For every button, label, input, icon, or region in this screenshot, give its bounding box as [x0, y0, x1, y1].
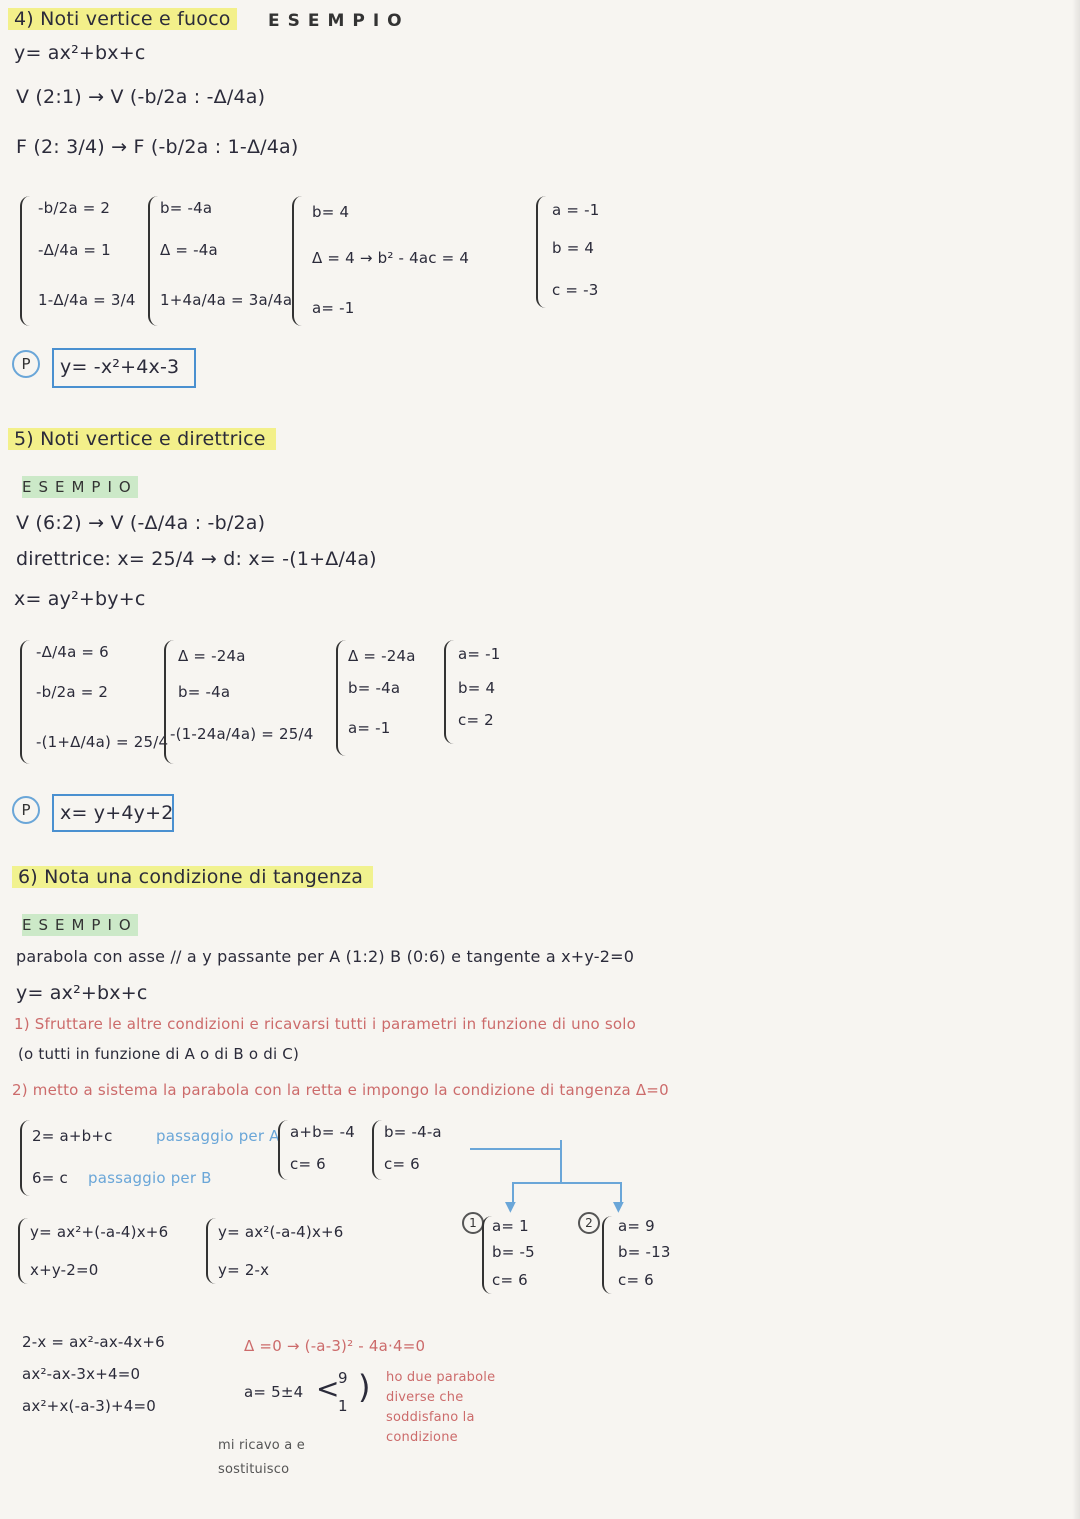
s4-sys2-row1: b= -4a	[160, 199, 213, 217]
s4-brace-4	[536, 196, 548, 308]
s5-sys4-row2: b= 4	[458, 679, 496, 697]
s4-sys1-row1: -b/2a = 2	[38, 199, 111, 217]
arrow-down-icon: ▼	[613, 1199, 624, 1215]
s4-equation: y= ax²+bx+c	[14, 42, 146, 64]
s6-sysD-row1: y= ax²+(-a-4)x+6	[30, 1223, 169, 1241]
s4-sys1-row3: 1-Δ/4a = 3/4	[38, 291, 136, 309]
case-1-marker: 1	[462, 1212, 484, 1234]
split-bracket-icon: <	[316, 1372, 340, 1405]
s6-delta-condition: Δ =0 → (-a-3)² - 4a·4=0	[244, 1337, 426, 1355]
s5-sys1-row2: -b/2a = 2	[36, 683, 109, 701]
s5-brace-2	[164, 640, 176, 764]
s6-case2-a: a= 9	[618, 1217, 655, 1235]
s6-brace-D	[18, 1218, 30, 1284]
connector-line-horizontal	[470, 1148, 562, 1150]
s6-a-value-1: 9	[338, 1369, 348, 1387]
s4-parabola-marker: P	[12, 350, 40, 378]
s4-sys4-row1: a = -1	[552, 201, 600, 219]
s6-sysB-row2: c= 6	[290, 1155, 326, 1173]
s6-brace-A	[20, 1120, 32, 1196]
arrow-down-icon: ▼	[505, 1199, 516, 1215]
section-6-title: 6) Nota una condizione di tangenza	[12, 866, 373, 888]
s5-sys3-row2: b= -4a	[348, 679, 401, 697]
s4-result: y= -x²+4x-3	[60, 356, 180, 378]
section-5-example-label: ESEMPIO	[22, 478, 138, 496]
closing-brace-icon: )	[358, 1368, 371, 1406]
s6-note-bottom-1: mi ricavo a e	[218, 1438, 305, 1453]
s6-statement: parabola con asse // a y passante per A (1:2) B (0:6) e tangente a x+y-2=0	[16, 947, 635, 966]
s6-sysD-row2: x+y-2=0	[30, 1261, 99, 1279]
s6-a-value-2: 1	[338, 1397, 348, 1415]
s6-sysC-row2: c= 6	[384, 1155, 420, 1173]
section-6-example-label: ESEMPIO	[22, 916, 138, 934]
s5-brace-1	[20, 640, 32, 764]
section-4-title: 4) Noti vertice e fuoco	[8, 8, 237, 30]
s6-sysE-row1: y= ax²(-a-4)x+6	[218, 1223, 344, 1241]
s5-directrix: direttrice: x= 25/4 → d: x= -(1+Δ/4a)	[16, 548, 377, 570]
page-edge-shadow	[1072, 0, 1080, 1519]
connector-line-split	[512, 1182, 622, 1184]
s5-sys1-row1: -Δ/4a = 6	[36, 643, 109, 661]
s4-sys4-row3: c = -3	[552, 281, 599, 299]
s6-step1b: (o tutti in funzione di A o di B o di C)	[18, 1045, 300, 1063]
s4-sys4-row2: b = 4	[552, 239, 595, 257]
s6-note-right-1: ho due parabole	[386, 1370, 496, 1385]
s6-case2-b: b= -13	[618, 1243, 671, 1261]
s6-step1: 1) Sfruttare le altre condizioni e ricavarsi tutti i parametri in funzione di uno solo	[14, 1015, 637, 1033]
s6-step2: 2) metto a sistema la parabola con la retta e impongo la condizione di tangenza Δ=0	[12, 1081, 669, 1099]
s4-brace-3	[292, 196, 304, 326]
s6-calc-row1: 2-x = ax²-ax-4x+6	[22, 1333, 165, 1351]
s4-sys2-row2: Δ = -4a	[160, 241, 218, 259]
s5-sys3-row3: a= -1	[348, 719, 391, 737]
s6-calc-row2: ax²-ax-3x+4=0	[22, 1365, 141, 1383]
s6-sysE-row2: y= 2-x	[218, 1261, 270, 1279]
s5-sys4-row3: c= 2	[458, 711, 494, 729]
s6-calc-row3: ax²+x(-a-3)+4=0	[22, 1397, 157, 1415]
case-2-marker: 2	[578, 1212, 600, 1234]
s5-equation: x= ay²+by+c	[14, 588, 146, 610]
s6-sysB-row1: a+b= -4	[290, 1123, 355, 1141]
s4-sys1-row2: -Δ/4a = 1	[38, 241, 111, 259]
s6-note-right-4: condizione	[386, 1430, 458, 1445]
s4-brace-1	[20, 196, 32, 326]
s6-equation: y= ax²+bx+c	[16, 982, 148, 1004]
s6-case1-b: b= -5	[492, 1243, 535, 1261]
s5-result: x= y+4y+2	[60, 802, 174, 824]
s4-sys3-row3: a= -1	[312, 299, 355, 317]
s5-sys2-row2: b= -4a	[178, 683, 231, 701]
s6-note-bottom-2: sostituisco	[218, 1462, 290, 1477]
s6-brace-B	[278, 1120, 290, 1180]
s6-a-equation: a= 5±4	[244, 1383, 304, 1401]
connector-line-vertical	[560, 1140, 562, 1184]
s6-brace-E	[206, 1218, 218, 1284]
s6-case1-a: a= 1	[492, 1217, 529, 1235]
s6-brace-case2	[602, 1216, 614, 1294]
s4-focus: F (2: 3/4) → F (-b/2a : 1-Δ/4a)	[16, 136, 299, 158]
section-4-example-label: ESEMPIO	[268, 11, 410, 31]
s5-vertex: V (6:2) → V (-Δ/4a : -b/2a)	[16, 512, 266, 534]
s5-sys4-row1: a= -1	[458, 645, 501, 663]
s4-brace-2	[148, 196, 160, 326]
s5-sys2-row3: -(1-24a/4a) = 25/4	[170, 725, 314, 743]
s6-sysC-row1: b= -4-a	[384, 1123, 442, 1141]
s5-sys1-row3: -(1+Δ/4a) = 25/4	[36, 733, 169, 751]
s4-sys3-row2: Δ = 4 → b² - 4ac = 4	[312, 249, 470, 267]
s6-case2-c: c= 6	[618, 1271, 654, 1289]
s5-brace-3	[336, 640, 348, 756]
s4-vertex: V (2:1) → V (-b/2a : -Δ/4a)	[16, 86, 266, 108]
s5-brace-4	[444, 640, 456, 744]
s6-note-right-3: soddisfano la	[386, 1410, 475, 1425]
s6-sysA-row1: 2= a+b+c	[32, 1127, 113, 1145]
s5-sys3-row1: Δ = -24a	[348, 647, 416, 665]
s6-brace-C	[372, 1120, 384, 1180]
s5-parabola-marker: P	[12, 796, 40, 824]
s4-sys2-row3: 1+4a/4a = 3a/4a	[160, 291, 293, 309]
s6-sysA-row2: 6= c	[32, 1169, 68, 1187]
s6-note-right-2: diverse che	[386, 1390, 464, 1405]
s5-sys2-row1: Δ = -24a	[178, 647, 246, 665]
s6-sysA-note1: passaggio per A	[156, 1127, 280, 1145]
section-5-title: 5) Noti vertice e direttrice	[8, 428, 276, 450]
s6-case1-c: c= 6	[492, 1271, 528, 1289]
s6-sysA-note2: passaggio per B	[88, 1169, 212, 1187]
s4-sys3-row1: b= 4	[312, 203, 350, 221]
